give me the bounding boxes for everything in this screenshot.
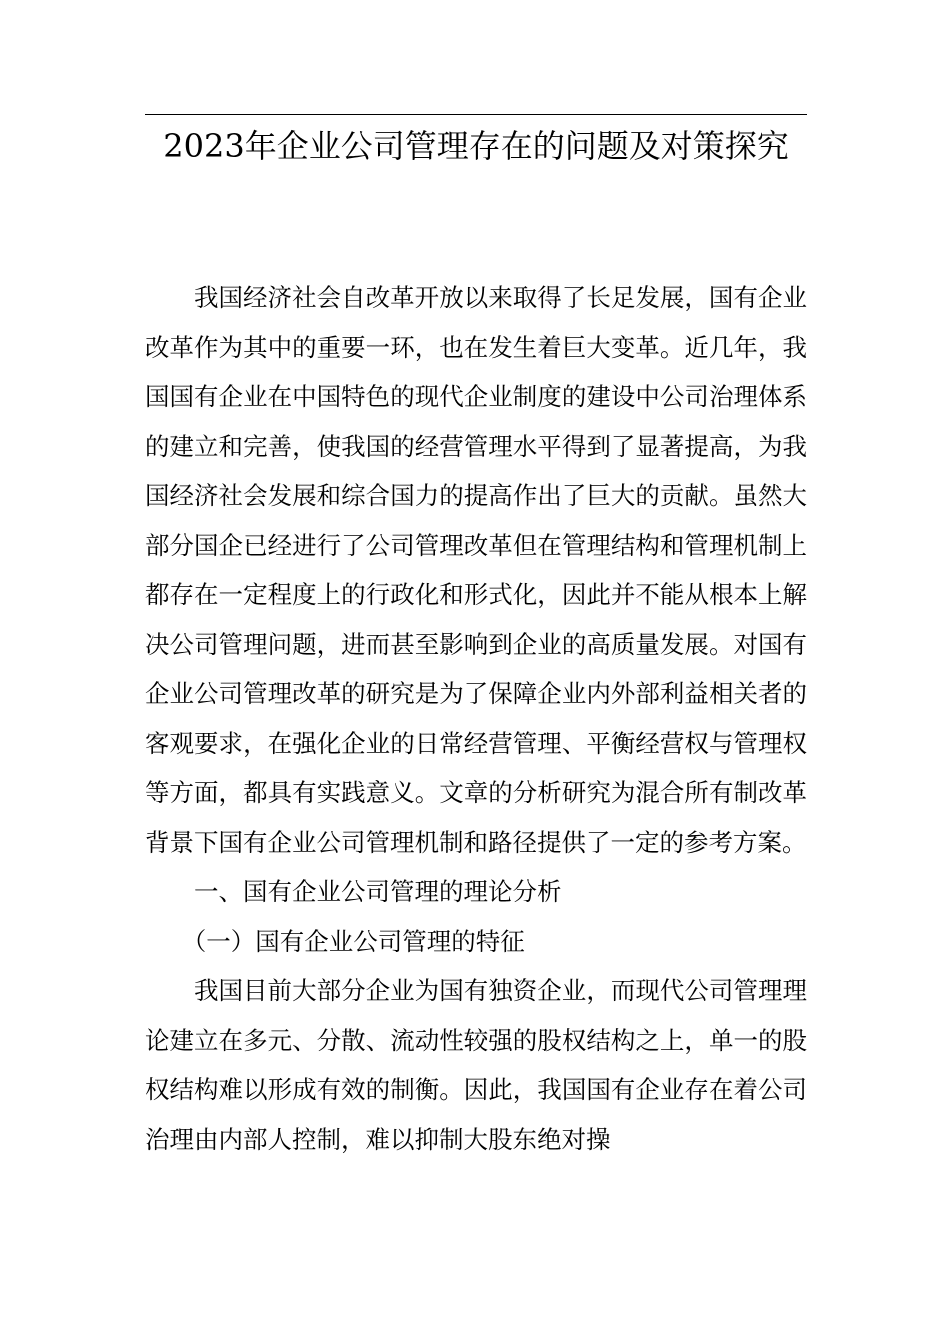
- document-title: 2023年企业公司管理存在的问题及对策探究: [163, 127, 789, 165]
- section-heading: 一、国有企业公司管理的理论分析: [194, 877, 562, 906]
- paragraph-features: 我国目前大部分企业为国有独资企业，而现代公司管理理论建立在多元、分散、流动性较强的股权结构之上，单一的股权结构难以形成有效的制衡。因此，我国国有企业存在着公司治理由内部人控制，难以抑制大股东绝对操: [145, 976, 807, 1154]
- paragraph-intro: 我国经济社会自改革开放以来取得了长足发展，国有企业改革作为其中的重要一环，也在发生着巨大变革。近几年，我国国有企业在中国特色的现代企业制度的建设中公司治理体系的建立和完善，使我国的经营管理水平得到了显著提高，为我国经济社会发展和综合国力的提高作出了巨大的贡献。虽然大部分国企已经进行了公司管理改革但在管理结构和管理机制上都存在一定程度上的行政化和形式化，因此并不能从根本上解决公司管理问题，进而甚至影响到企业的高质量发展。对国有企业公司管理改革的研究是为了保障企业内外部利益相关者的客观要求，在强化企业的日常经营管理、平衡经营权与管理权等方面，都具有实践意义。文章的分析研究为混合所有制改革背景下国有企业公司管理机制和路径提供了一定的参考方案。: [145, 283, 807, 857]
- subsection-heading: （一）国有企业公司管理的特征: [181, 926, 525, 956]
- document-body: [145, 273, 807, 1164]
- header-rule: [145, 114, 807, 115]
